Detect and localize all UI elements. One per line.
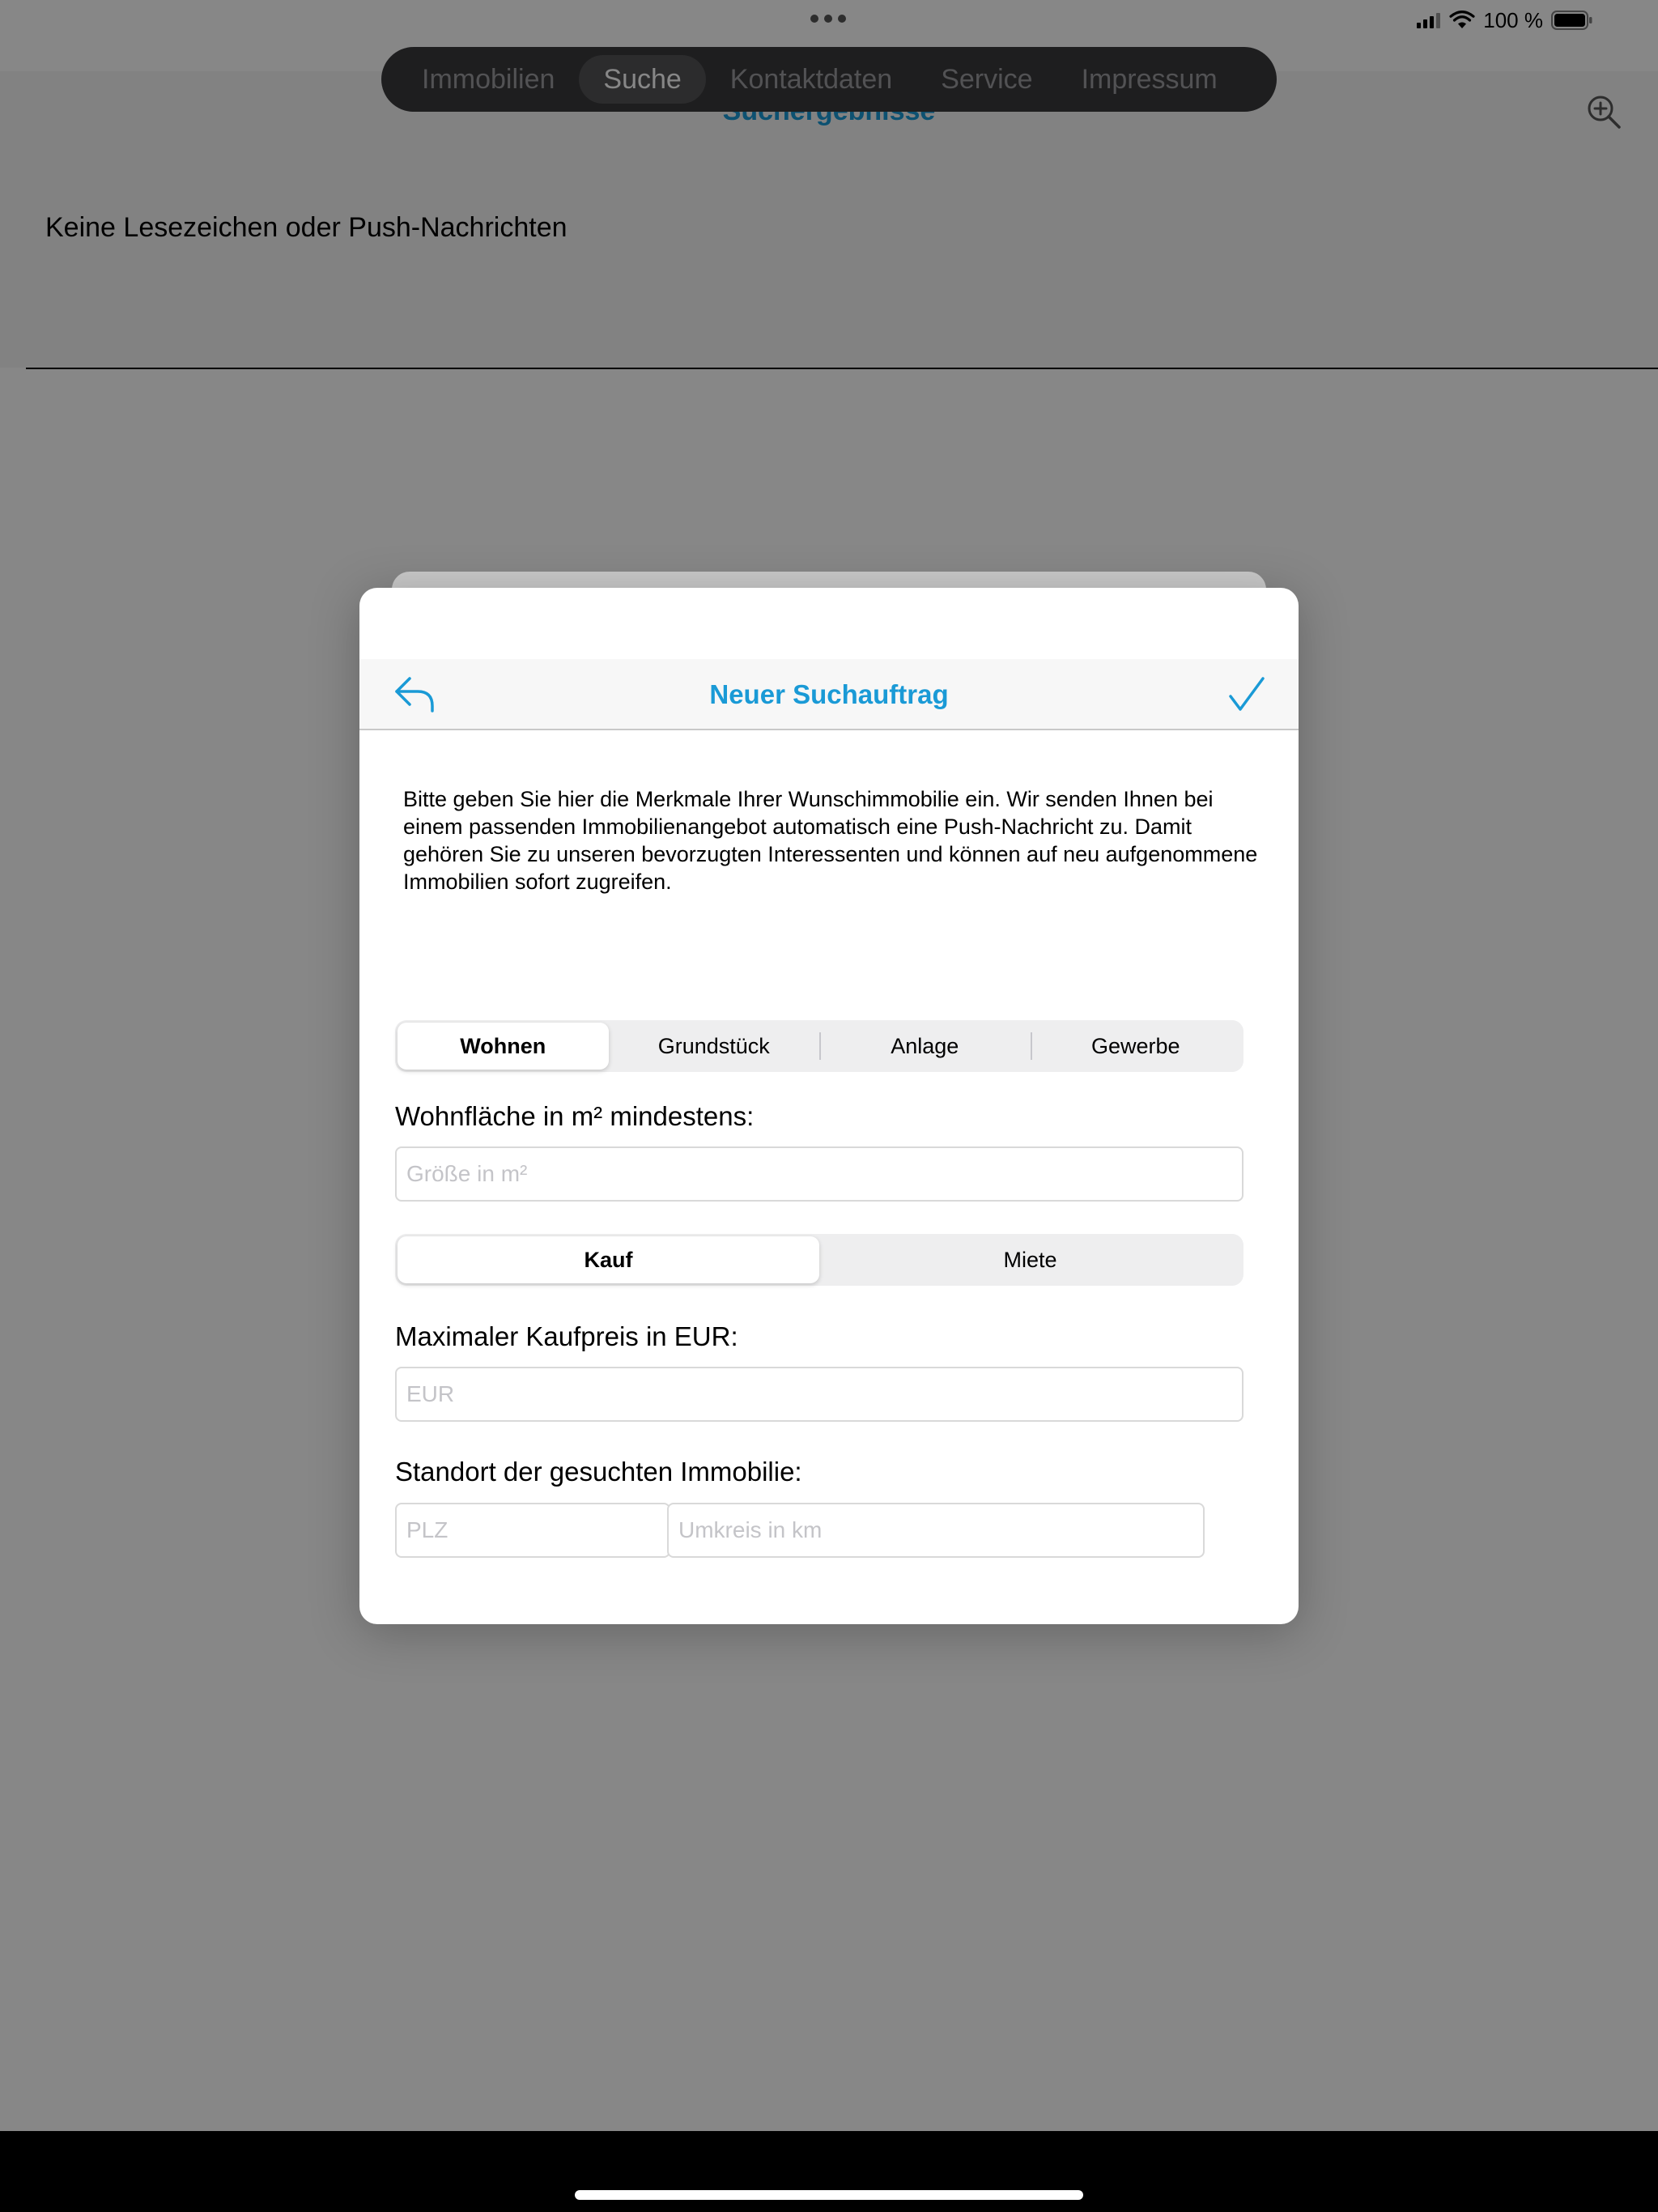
zip-input[interactable] bbox=[395, 1503, 670, 1558]
area-input[interactable] bbox=[395, 1146, 1244, 1202]
segment-grundstueck[interactable]: Grundstück bbox=[657, 1034, 770, 1058]
segment-gewerbe[interactable]: Gewerbe bbox=[1031, 1023, 1242, 1070]
property-category-segmented-control bbox=[395, 1020, 1244, 1072]
tab-immobilien[interactable]: Immobilien bbox=[422, 64, 555, 95]
tab-kontaktdaten[interactable]: Kontaktdaten bbox=[729, 64, 893, 95]
price-input[interactable] bbox=[395, 1367, 1244, 1422]
dialog-header bbox=[359, 659, 1299, 730]
tab-impressum[interactable]: Impressum bbox=[1081, 64, 1218, 95]
segment-miete[interactable]: Miete bbox=[1003, 1248, 1057, 1272]
location-label: Standort der gesuchten Immobilie: bbox=[395, 1457, 802, 1487]
segment-kauf[interactable]: Kauf bbox=[397, 1236, 819, 1283]
deal-type-segmented-control bbox=[395, 1234, 1244, 1286]
radius-input[interactable] bbox=[667, 1503, 1205, 1558]
reply-back-icon[interactable] bbox=[392, 674, 437, 714]
tab-service[interactable]: Service bbox=[941, 64, 1033, 95]
dialog-title: Neuer Suchauftrag bbox=[709, 679, 949, 709]
intro-text: Bitte geben Sie hier die Merkmale Ihrer Wunschimmobilie ein. Wir senden Ihnen bei einem passenden Immobilienangebot automatisch eine Push-Nachricht zu. Damit gehören Sie zu unseren bevorzugten Interessenten und können auf neu aufgenommene Immobilien sofort zugreifen. bbox=[403, 787, 1258, 894]
area-label: Wohnfläche in m² mindestens: bbox=[395, 1101, 755, 1131]
checkmark-icon[interactable] bbox=[1227, 674, 1266, 714]
home-indicator[interactable] bbox=[575, 2190, 1083, 2200]
segment-anlage[interactable]: Anlage bbox=[819, 1023, 1031, 1070]
tab-suche[interactable]: Suche bbox=[579, 55, 705, 104]
battery-percent: 100 % bbox=[1483, 7, 1543, 32]
segment-wohnen[interactable]: Wohnen bbox=[397, 1023, 609, 1070]
new-search-order-dialog bbox=[359, 588, 1299, 1624]
empty-state-message: Keine Lesezeichen oder Push-Nachrichten bbox=[45, 212, 568, 243]
bottom-bar bbox=[0, 2131, 1658, 2212]
price-label: Maximaler Kaufpreis in EUR: bbox=[395, 1321, 738, 1351]
